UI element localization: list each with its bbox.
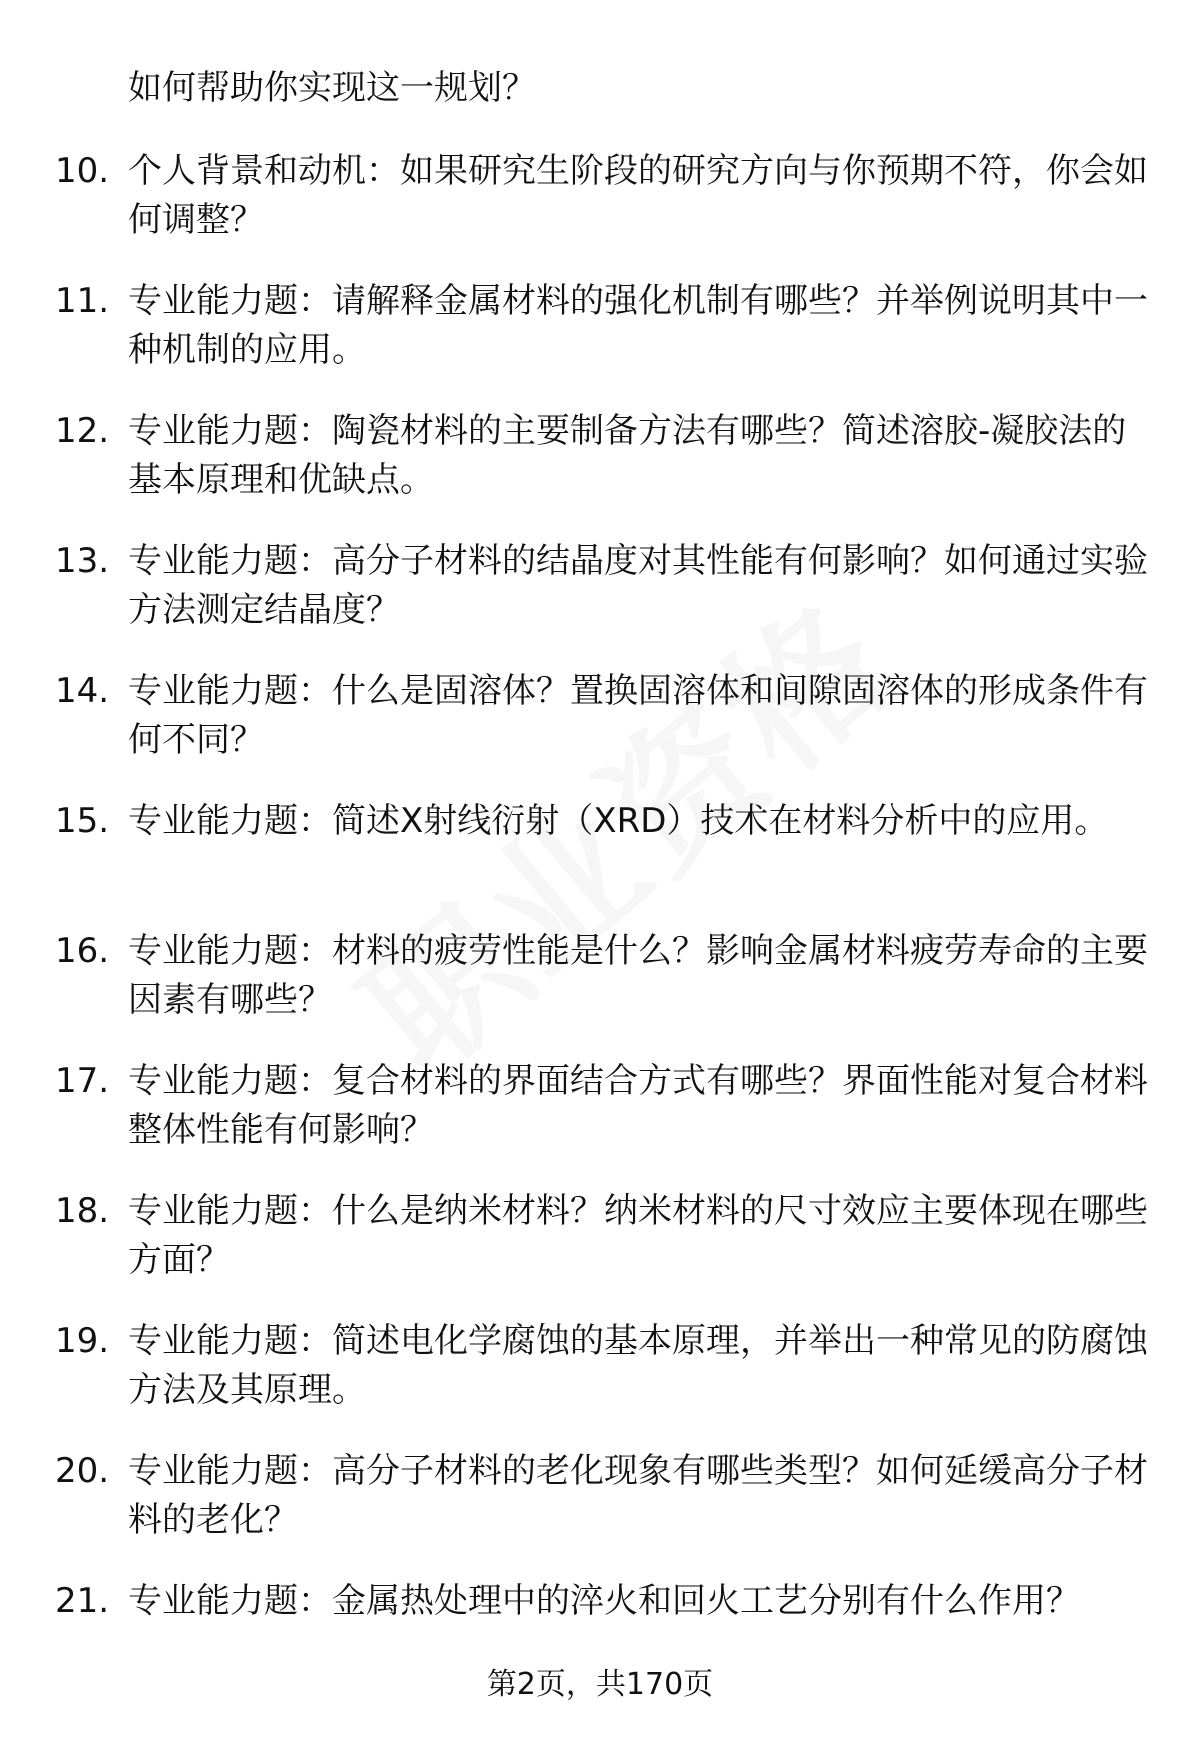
item-text: 专业能力题：材料的疲劳性能是什么？影响金属材料疲劳寿命的主要因素有哪些？ [128,931,1148,1020]
list-item [0,1317,1200,1413]
list-item [0,797,1200,893]
item-number: 17. [55,1061,110,1101]
list-item [0,1057,1200,1153]
item-number: 12. [55,411,110,451]
item-number: 15. [55,801,110,841]
item-text: 专业能力题：简述X射线衍射（XRD）技术在材料分析中的应用。 [128,801,1109,841]
list-item [0,1187,1200,1283]
item-text: 个人背景和动机：如果研究生阶段的研究方向与你预期不符，你会如何调整？ [128,151,1148,240]
item-number: 21. [55,1581,110,1621]
list-item [0,277,1200,373]
continuation-line: 如何帮助你实现这一规划？ [128,68,536,108]
item-number: 11. [55,281,110,321]
item-number: 16. [55,931,110,971]
item-text: 专业能力题：什么是纳米材料？纳米材料的尺寸效应主要体现在哪些方面？ [128,1191,1148,1280]
item-number: 13. [55,541,110,581]
list-item [0,1447,1200,1543]
item-number: 18. [55,1191,110,1231]
list-item [0,537,1200,633]
item-text: 专业能力题：高分子材料的老化现象有哪些类型？如何延缓高分子材料的老化？ [128,1451,1148,1540]
item-text: 专业能力题：简述电化学腐蚀的基本原理，并举出一种常见的防腐蚀方法及其原理。 [128,1321,1148,1410]
item-text: 专业能力题：复合材料的界面结合方式有哪些？界面性能对复合材料整体性能有何影响？ [128,1061,1148,1150]
item-text: 专业能力题：陶瓷材料的主要制备方法有哪些？简述溶胶-凝胶法的基本原理和优缺点。 [128,411,1127,500]
question-list [0,147,1200,1707]
list-item [0,1577,1200,1673]
page-footer: 第2页，共170页 [486,1667,714,1702]
item-text: 专业能力题：高分子材料的结晶度对其性能有何影响？如何通过实验方法测定结晶度？ [128,541,1148,630]
list-item [0,407,1200,503]
item-number: 19. [55,1321,110,1361]
item-number: 14. [55,671,110,711]
list-item [0,147,1200,243]
list-item [0,927,1200,1023]
item-text: 专业能力题：金属热处理中的淬火和回火工艺分别有什么作用？ [128,1581,1080,1621]
item-text: 专业能力题：请解释金属材料的强化机制有哪些？并举例说明其中一种机制的应用。 [128,281,1148,370]
item-number: 20. [55,1451,110,1491]
item-text: 专业能力题：什么是固溶体？置换固溶体和间隙固溶体的形成条件有何不同？ [128,671,1148,760]
item-number: 10. [55,151,110,191]
list-item [0,667,1200,763]
